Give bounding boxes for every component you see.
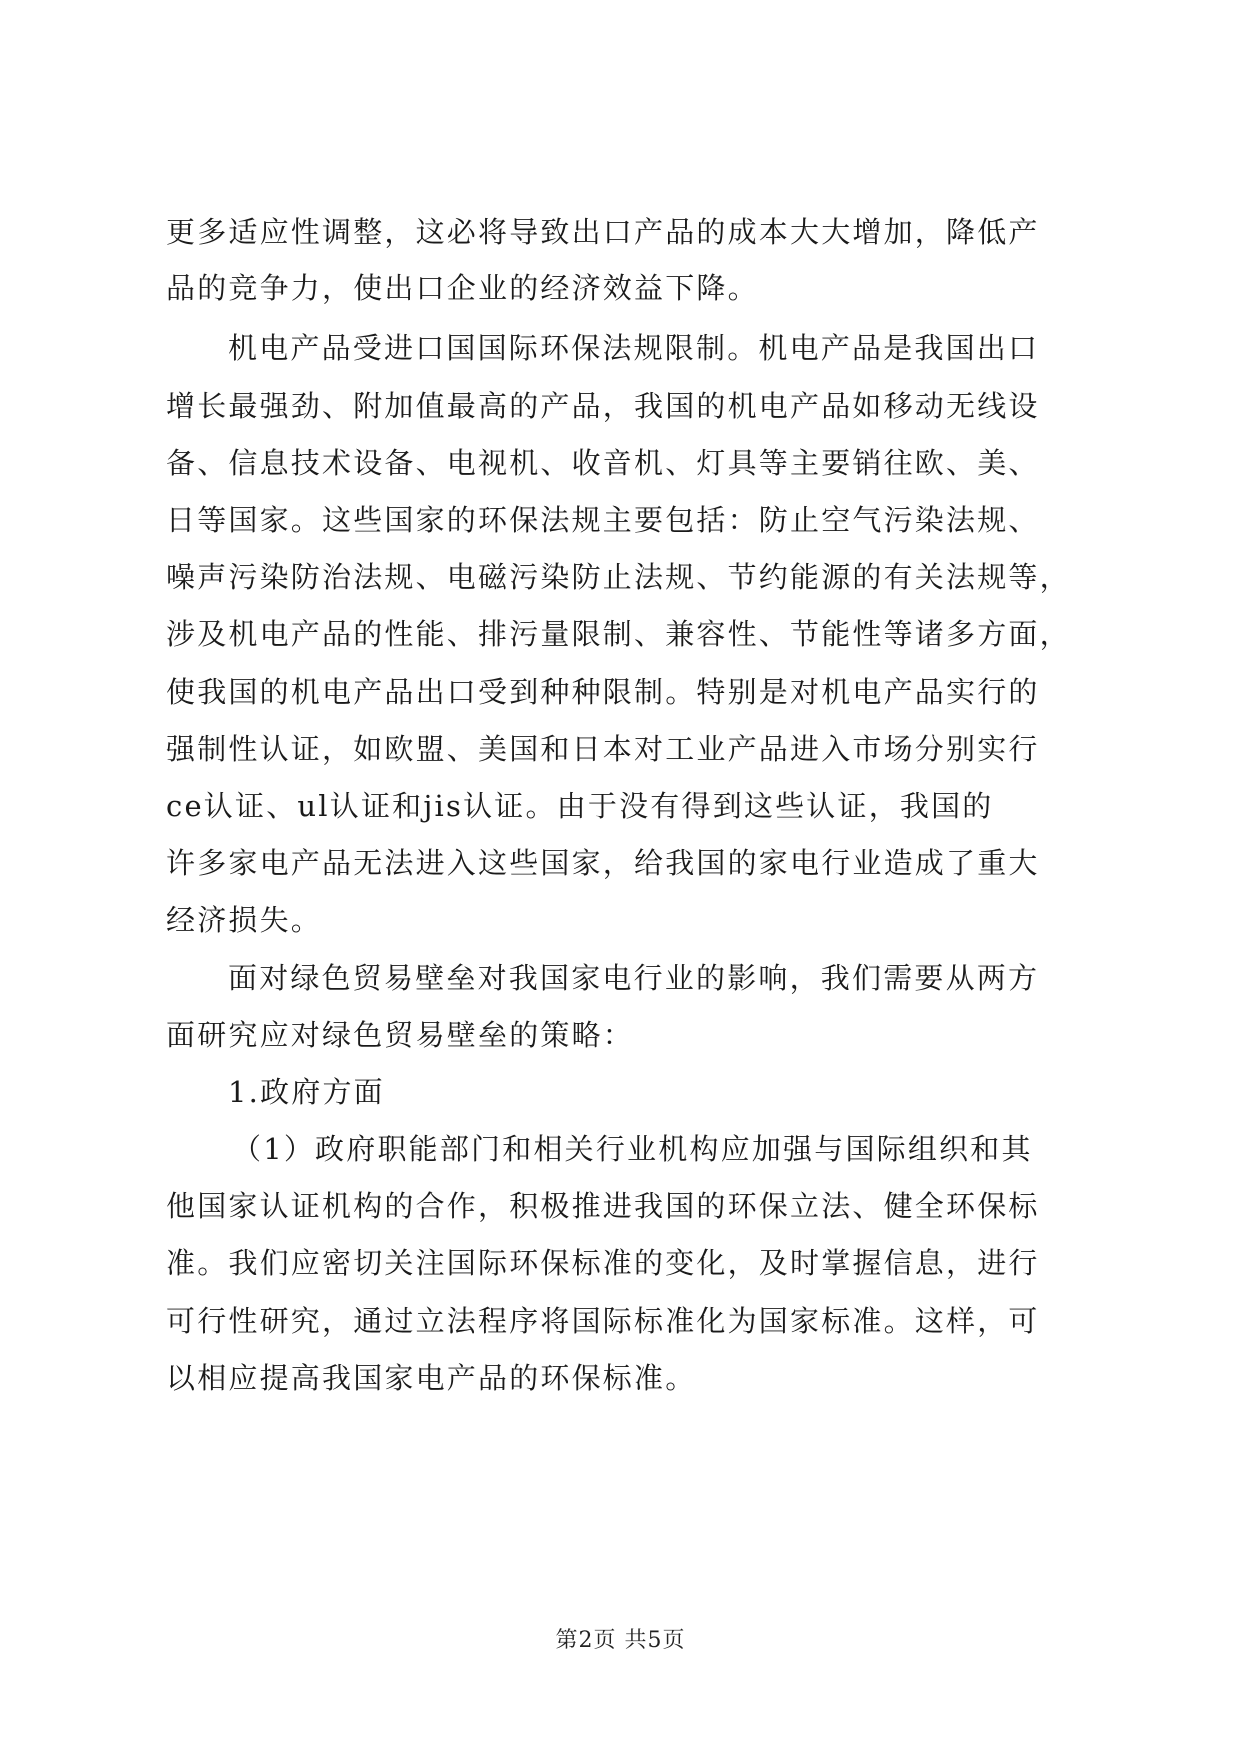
text-line: ce认证、ul认证和jis认证。由于没有得到这些认证，我国的 (166, 789, 994, 823)
text-line: 许多家电产品无法进入这些国家，给我国的家电行业造成了重大 (166, 846, 1040, 880)
paragraph-first-line: 机电产品受进口国国际环保法规限制。机电产品是我国出口 (228, 331, 1040, 365)
text-line: 噪声污染防治法规、电磁污染防止法规、节约能源的有关法规等， (166, 560, 1071, 594)
page-number-footer: 第2页 共5页 (555, 1628, 686, 1653)
text-line: 备、信息技术设备、电视机、收音机、灯具等主要销往欧、美、 (166, 446, 1040, 480)
paragraph-first-line: 面对绿色贸易壁垒对我国家电行业的影响，我们需要从两方 (228, 961, 1040, 995)
text-line: 增长最强劲、附加值最高的产品，我国的机电产品如移动无线设 (166, 389, 1040, 423)
text-line: 他国家认证机构的合作，积极推进我国的环保立法、健全环保标 (166, 1189, 1040, 1223)
text-line: 涉及机电产品的性能、排污量限制、兼容性、节能性等诸多方面， (166, 617, 1071, 651)
text-line: 品的竞争力，使出口企业的经济效益下降。 (166, 271, 759, 305)
text-line: 更多适应性调整，这必将导致出口产品的成本大大增加，降低产 (166, 215, 1040, 249)
text-line: 日等国家。这些国家的环保法规主要包括：防止空气污染法规、 (166, 503, 1040, 537)
text-line: 使我国的机电产品出口受到种种限制。特别是对机电产品实行的 (166, 675, 1040, 709)
text-line: 面研究应对绿色贸易壁垒的策略： (166, 1018, 635, 1052)
text-line: 准。我们应密切关注国际环保标准的变化，及时掌握信息，进行 (166, 1246, 1040, 1280)
paragraph-first-line: （1）政府职能部门和相关行业机构应加强与国际组织和其 (232, 1132, 1033, 1166)
text-line: 经济损失。 (166, 903, 323, 937)
text-line: 强制性认证，如欧盟、美国和日本对工业产品进入市场分别实行 (166, 732, 1040, 766)
text-line: 以相应提高我国家电产品的环保标准。 (166, 1361, 697, 1395)
text-line: 可行性研究，通过立法程序将国际标准化为国家标准。这样，可 (166, 1304, 1040, 1338)
section-heading: 1.政府方面 (228, 1075, 385, 1109)
